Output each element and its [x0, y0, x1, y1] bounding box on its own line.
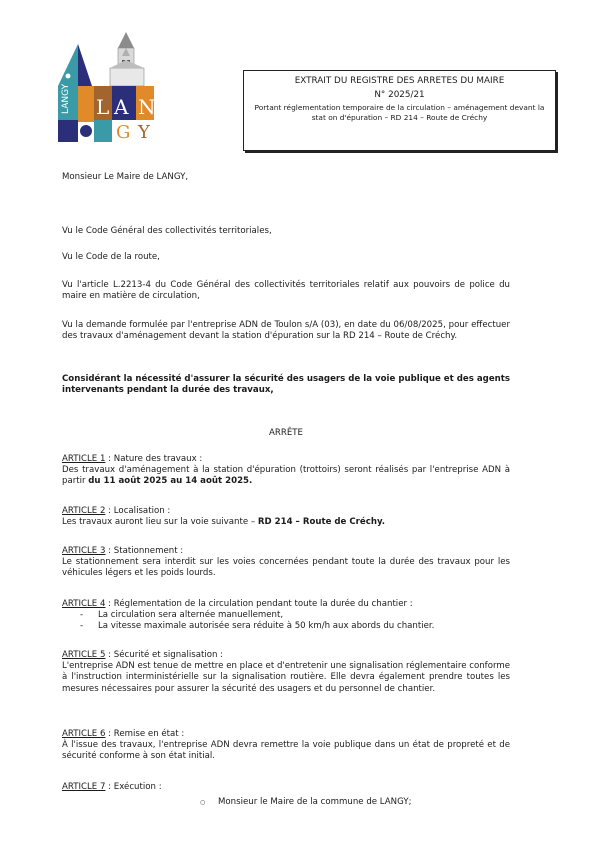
article-4 — [62, 599, 510, 633]
arrete-label: ARRÊTE — [269, 428, 303, 438]
logo-letter-y: Y — [138, 122, 150, 143]
article-4-number: ARTICLE 4 — [62, 599, 106, 609]
logo-letter-a: A — [114, 95, 129, 119]
considerant — [62, 374, 510, 396]
article-5-number: ARTICLE 5 — [62, 650, 106, 660]
article-3-heading — [62, 546, 510, 557]
vu-3: Vu l'article L.2213-4 du Code Général des collectivités territoriales relatif aux pouvoirs de police du maire en matière de circulation, — [62, 280, 510, 302]
article-2-number: ARTICLE 2 — [62, 506, 106, 516]
article-1-number: ARTICLE 1 — [62, 454, 106, 464]
salutation: Monsieur Le Maire de LANGY, — [62, 172, 189, 182]
article-3 — [62, 546, 510, 580]
logo-letter-l: L — [96, 95, 110, 119]
article-6-number: ARTICLE 6 — [62, 729, 106, 739]
header-subject: Portant réglementation temporaire de la circulation – aménagement devant la stat on d'épuration – RD 214 – Route de Créchy — [254, 103, 545, 122]
article-4-item: - La vitesse maximale autorisée sera réduite à 50 km/h aux abords du chantier. — [80, 621, 510, 632]
article-6-text: À l'issue des travaux, l'entreprise ADN devra remettre la voie publique dans un état de propreté et de sécurité conforme à son état initial. — [62, 740, 510, 762]
article-4-heading — [62, 599, 510, 610]
header-title: EXTRAIT DU REGISTRE DES ARRETES DU MAIRE — [294, 76, 505, 86]
article-7-heading — [62, 782, 510, 793]
article-1-heading — [62, 454, 510, 465]
vu-1: Vu le Code Général des collectivités territoriales, — [62, 226, 272, 236]
article-2-location: RD 214 – Route de Créchy. — [257, 517, 386, 528]
article-5-text: L'entreprise ADN est tenue de mettre en place et d'entretenir une signalisation réglementaire conforme à l'instruction interministérielle sur la signalisation routière. Elle devra également prendre toutes les mesures nécessaires pour assurer la sécurité des usagers et du personnel de chantier. — [62, 661, 510, 694]
article-4-title: : Réglementation de la circulation pendant toute la durée du chantier : — [105, 599, 413, 609]
vu-4: Vu la demande formulée par l'entreprise ADN de Toulon s/A (03), en date du 06/08/2025, pour effectuer des travaux d'aménagement devant la station d'épuration sur la RD 214 – Route de Créchy. — [62, 320, 510, 342]
article-7-title: : Exécution : — [105, 782, 162, 792]
logo-letter-n: N — [138, 95, 156, 119]
article-6 — [62, 729, 510, 763]
article-5-title: : Sécurité et signalisation : — [105, 650, 224, 660]
arrete-heading — [62, 428, 510, 439]
article-7-number: ARTICLE 7 — [62, 782, 106, 792]
vu-2: Vu le Code de la route, — [62, 252, 160, 262]
article-1 — [62, 454, 510, 488]
article-3-text: Le stationnement sera interdit sur les voies concernées pendant toute la durée des travaux pour les véhicules légers et les poids lourds. — [62, 557, 510, 579]
langy-logo — [56, 30, 168, 144]
logo-vertical-text: LANGY — [61, 83, 71, 114]
article-1-text: Des travaux d'aménagement à la station d'épuration (trottoirs) seront réalisés par l'entreprise ADN à partir — [62, 465, 510, 487]
article-2-body — [62, 517, 510, 528]
article-3-number: ARTICLE 3 — [62, 546, 106, 556]
article-7-list — [62, 797, 510, 808]
article-7-item: ○ Monsieur le Maire de la commune de LANGY; — [200, 797, 510, 808]
article-2-text: Les travaux auront lieu sur la voie suivante – — [62, 517, 258, 528]
considerant-text: Considérant la nécessité d'assurer la sécurité des usagers de la voie publique et des agents intervenants pendant la durée des travaux, — [62, 374, 510, 396]
logo-letter-g: G — [116, 122, 131, 143]
article-1-dates: du 11 août 2025 au 14 août 2025. — [88, 476, 253, 487]
decree-number: N° 2025/21 — [374, 89, 425, 100]
article-7 — [62, 782, 510, 808]
article-2-heading — [62, 506, 510, 517]
article-1-title: : Nature des travaux : — [105, 454, 203, 464]
article-4-item: - La circulation sera alternée manuellement, — [80, 610, 510, 621]
article-2 — [62, 506, 510, 528]
article-2-title: : Localisation : — [105, 506, 171, 516]
article-3-title: : Stationnement : — [105, 546, 184, 556]
article-5 — [62, 650, 510, 695]
article-6-heading — [62, 729, 510, 740]
header-box — [243, 70, 556, 151]
article-1-body — [62, 465, 510, 487]
article-4-list — [62, 610, 510, 632]
article-5-heading — [62, 650, 510, 661]
article-6-title: : Remise en état : — [105, 729, 185, 739]
